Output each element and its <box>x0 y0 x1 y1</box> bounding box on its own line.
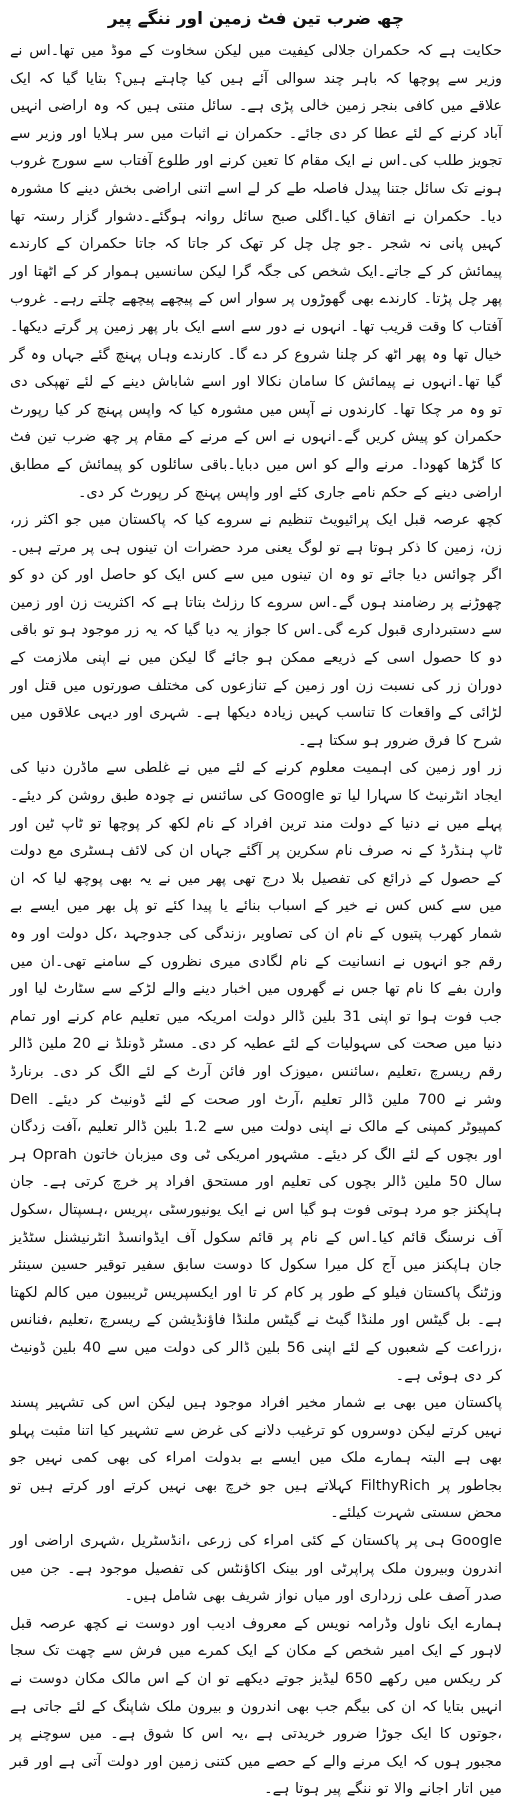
paragraph-6: ہمارے ایک ناول وڈرامہ نویس کے معروف ادیب اور دوست نے کچھ عرصہ قبل لاہور کے ایک امیر شخص کے مکان کے ایک کمرے میں فرش سے چھت تک سجا کر ریکس میں رکھے 650 لیڈیز جوتے دیکھے تو ان کے اس مالک مکان دوست نے انہیں بتایا کہ ان کی بیگم جب بھی اندرون و بیرون ملک شاپنگ کے لئے جاتی ہے ،جوتوں کا ایک جوڑا ضرور خریدتی ہے ،یہ اس کا شوق ہے۔ میں سوچنے پر مجبور ہوں کہ ایک مرنے والے کے حصے میں کتنی زمین اور دولت آتی ہے اور قبر میں اتار اجانے والا تو ننگے پیر ہوتا ہے۔ <box>10 1615 502 1798</box>
paragraph-4: پاکستان میں بھی بے شمار مخیر افراد موجود ہیں لیکن اس کی تشہیر پسند نہیں کرتے لیکن دوسروں کو ترغیب دلانے کی غرض سے تشہیر کیا اتنا مثبت پہلو بھی ہے البتہ ہمارے ملک میں ایسے بے بدولت امراء کی بھی کمی نہیں جو بجاطور پر FilthyRich کہلاتے ہیں جو خرچ بھی نہیں کرتے اور کرتے ہیں تو محض سستی شہرت کیلئے۔ <box>10 1395 502 1522</box>
paragraph-5: Google ہی پر پاکستان کے کئی امراء کی زرعی ،انڈسٹریل ،شہری اراضی اور اندرون وبیرون ملک پراپرٹی اور بینک اکاؤنٹس کی تفصیل موجود ہے۔ جن میں صدر آصف علی زرداری اور میاں نواز شریف بھی شامل ہیں۔ <box>10 1533 502 1605</box>
article-title: چھ ضرب تین فٹ زمین اور ننگے پیر <box>107 9 405 29</box>
paragraph-2: کچھ عرصہ قبل ایک پرائیویٹ تنظیم نے سروے کیا کہ پاکستان میں جو اکثر زر، زن، زمین کا ذکر ہوتا ہے تو لوگ یعنی مرد حضرات ان تینوں ہی پر مرتے ہیں۔اگر چوائس دیا جائے تو وہ ان تینوں میں سے کس ایک کو حاصل اور کن دو کو چھوڑنے پر رضامند ہوں گے۔اس سروے کا رزلٹ بتاتا ہے کہ اکثریت زن اور زمین سے دستبرداری قبول کرے گی۔اس کا جواز یہ دیا گیا کہ یہ زر موجود ہو تو باقی دو کا حصول اسی کے ذریعے ممکن ہو جائے گا لیکن میں نے اپنی ملازمت کے دوران زر کی نسبت زن اور زمین کے تنازعوں کی مختلف صورتوں میں قتل اور لڑائی کے واقعات کا تناسب کہیں زیادہ دیکھا ہے۔ شہری اور دیہی علاقوں میں شرح کا فرق ضرور ہو سکتا ہے۔ <box>10 512 502 749</box>
paragraph-3: زر اور زمین کی اہمیت معلوم کرنے کے لئے میں نے غلطی سے ماڈرن دنیا کی ایجاد انٹرنیٹ کا سہارا لیا تو Google کی سائنس نے چودہ طبق روشن کر دیئے۔ پہلے میں نے دنیا کے دولت مند ترین افراد کے نام لکھ کر پوچھا تو ٹاپ ٹین اور ٹاپ ہنڈرڈ کے نہ صرف نام سکرین پر آگئے جہاں ان کی لائف ہسٹری مع دولت کے حصول کے ذرائع کی تفصیل بلا درج تھی پھر میں نے یہ بھی پوچھ لیا کہ ان میں سے کس کس نے خیر کے اسباب بنائے یا پیدا کئے تو پل بھر میں ایسے بے شمار کھرب پتیوں کے نام ان کی تصاویر ،زندگی کی جدوجہد ،کل دولت اور وہ رقم جو انہوں نے انسانیت کے نام لگادی میری نظروں کے سامنے تھی۔ان میں وارن بفے کا نام تھا جس نے گھروں میں اخبار دینے والے لڑکے سے سٹارٹ لیا اور جب فوت ہوا تو اپنی 31 بلین ڈالر دولت امریکہ میں تعلیم عام کرنے اور تمام دنیا میں صحت کی سہولیات کے لئے عطیہ کر دی۔ مسٹر ڈونلڈ نے 20 ملین ڈالر رقم ریسرچ ،تعلیم ،سائنس ،میوزک اور فائن آرٹ کے لئے الگ کر دی۔ برنارڈ وشر نے 700 ملین ڈالر تعلیم ،آرٹ اور صحت کے لئے ڈونیٹ کر دیئے۔ Dell کمپیوٹر کمپنی کے مالک نے اپنی دولت میں سے 1.2 بلین ڈالر تعلیم ،آفت زدگان اور بچوں کے لئے الگ کر دیئے۔ مشہور امریکی ٹی وی میزبان خاتون Oprah ہر سال 50 ملین ڈالر بچوں کی تعلیم اور مستحق افراد پر خرچ کرتی ہے۔ جان ہاپکنز جو مرد ہوتی فوت ہو گیا اس نے ایک یونیورسٹی ،پریس ،ہسپتال ،سکول آف نرسنگ قائم کیا۔اس کے نام پر قائم سکول آف ایڈوانسڈ انٹرنیشنل سٹڈیز جان ہاپکنز میں آج کل میرا سکول کا دوست سابق سفیر توقیر حسین سینئر وزٹنگ پاکستان فیلو کے طور پر کام کر تا اور ایکسپریس ٹریبیون میں کالم لکھتا ہے۔ بل گیٹس اور ملنڈا گیٹ نے گیٹس ملنڈا فاؤنڈیشن کے ریسرچ ،تعلیم ،فنانس ،زراعت کے شعبوں کے لئے اپنی 56 بلین ڈالر کی دولت میں سے 40 بلین ڈونیٹ کر دی ہوئی ہے۔ <box>10 760 502 1384</box>
paragraph-1: حکایت ہے کہ حکمران جلالی کیفیت میں لیکن سخاوت کے موڈ میں تھا۔اس نے وزیر سے پوچھا کہ باہر چند سوالی آئے ہیں کیا چاہتے ہیں؟ بتایا گیا کہ ایک علاقے میں کافی بنجر زمین خالی پڑی ہے۔ سائل منتی ہیں کہ وہ اراضی انہیں آباد کرنے کے لئے عطا کر دی جائے۔ حکمران نے اثبات میں سر ہلایا اور وزیر سے تجویز طلب کی۔اس نے ایک مقام کا تعین کرنے اور طلوع آفتاب سے سورج غروب ہونے تک سائل جتنا پیدل فاصلہ طے کر لے اسے اتنی اراضی بخش دینے کا مشورہ دیا۔ حکمران نے اتفاق کیا۔اگلی صبح سائل روانہ ہوگئے۔دشوار گزار رستہ تھا کہیں پانی نہ شجر ۔جو چل چل کر تھک کر جاتا کہ جاتا حکمران کے کارندے پیمائش کر کے جاتے۔ایک شخص کی جگہ گرا لیکن سانسیں ہموار کر کے اٹھتا اور پھر چل پڑتا۔ کارندے بھی گھوڑوں پر سوار اس کے پیچھے پیچھے چلتے رہے۔ غروب آفتاب کا وقت قریب تھا۔ انہوں نے دور سے اسے ایک بار پھر زمین پر گرتے دیکھا۔خیال تھا وہ پھر اٹھ کر چلنا شروع کر دے گا۔ کارندے وہاں پہنچ گئے جہاں وہ گر گیا تھا۔انہوں نے پیمائش کا سامان نکالا اور اسے شاباش دینے کے لئے تھپکی دی تو وہ مر چکا تھا۔ کارندوں نے آپس میں مشورہ کیا کہ واپس پہنچ کر کیا رپورٹ حکمران کو پیش کریں گے۔انہوں نے اس کے مرنے کے مقام پر چھ ضرب تین فٹ کا گڑھا کھودا۔ مرنے والے کو اس میں دبایا۔باقی سائلوں کو پیمائش کے مطابق اراضی دینے کے حکم نامے جاری کئے اور واپس پہنچ کر رپورٹ کر دی۔ <box>10 43 502 501</box>
article-body <box>10 38 502 1804</box>
